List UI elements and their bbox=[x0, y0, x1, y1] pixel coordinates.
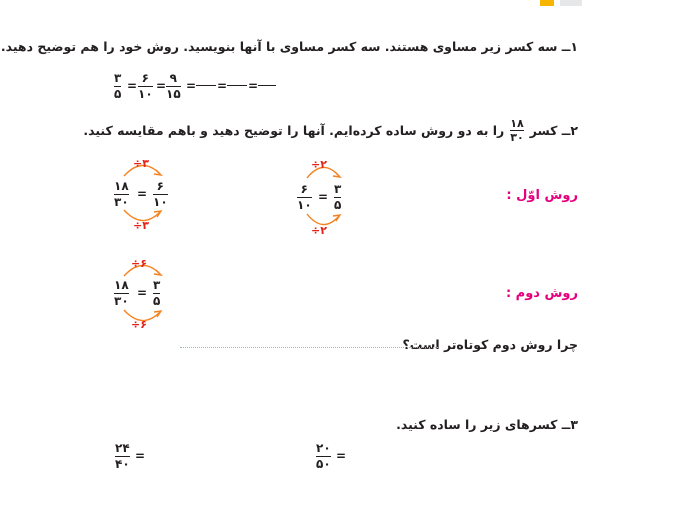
equals-sign: = bbox=[156, 79, 167, 93]
question-2-suffix: را به دو روش ساده کرده‌ایم. آنها را توضیح دهید و باهم مقایسه کنید. bbox=[83, 123, 505, 139]
method-1-label: روش اوّل : bbox=[506, 188, 578, 203]
fraction bbox=[114, 180, 129, 209]
divide-label: ÷۶ bbox=[131, 257, 147, 270]
fraction bbox=[114, 279, 129, 308]
fraction bbox=[153, 279, 160, 308]
question-2-prefix: ۲ــ کسر bbox=[529, 123, 578, 139]
numerator: ۱۸ bbox=[510, 117, 524, 130]
fraction bbox=[138, 72, 153, 101]
denominator: ۳۰ bbox=[510, 131, 524, 145]
divide-label: ÷۳ bbox=[133, 219, 149, 232]
divide-label: ÷۶ bbox=[131, 318, 147, 331]
fraction bbox=[297, 183, 312, 212]
equals-sign: = bbox=[248, 79, 259, 93]
answer-blank[interactable] bbox=[258, 85, 276, 86]
denominator: ۵۰ bbox=[316, 457, 331, 472]
arrowhead bbox=[333, 172, 340, 177]
fraction bbox=[114, 72, 121, 101]
denominator: ۵ bbox=[114, 87, 122, 102]
fraction bbox=[316, 442, 331, 471]
denominator: ۱۰ bbox=[153, 195, 168, 210]
denominator: ۳۰ bbox=[114, 294, 129, 309]
equals-sign: = bbox=[137, 187, 148, 201]
numerator: ۱۸ bbox=[114, 278, 129, 292]
question-1-text: ۱ــ سه کسر زیر مساوی هستند. سه کسر مساوی با آنها بنویسید. روش خود را هم توضیح دهید. bbox=[0, 39, 578, 54]
divide-label: ÷۲ bbox=[311, 158, 327, 171]
fraction bbox=[334, 183, 341, 212]
equals-sign: = bbox=[336, 449, 347, 463]
numerator: ۱۸ bbox=[114, 179, 129, 193]
denominator: ۱۵ bbox=[166, 87, 181, 102]
denominator: ۳۰ bbox=[114, 195, 129, 210]
fraction bbox=[166, 72, 181, 101]
numerator: ۳ bbox=[153, 278, 161, 292]
numerator: ۳ bbox=[114, 71, 122, 85]
numerator: ۶ bbox=[156, 179, 164, 193]
denominator: ۵ bbox=[153, 294, 161, 309]
fraction bbox=[153, 180, 168, 209]
denominator: ۱۰ bbox=[297, 198, 312, 213]
why-question: چرا روش دوم کوتاه‌تر است؟ bbox=[402, 337, 578, 352]
equals-sign: = bbox=[135, 449, 146, 463]
denominator: ۴۰ bbox=[115, 457, 130, 472]
answer-blank[interactable] bbox=[196, 85, 216, 86]
equals-sign: = bbox=[137, 286, 148, 300]
numerator: ۶ bbox=[141, 71, 149, 85]
question-2-text bbox=[83, 118, 578, 143]
divide-label: ÷۲ bbox=[311, 224, 327, 237]
divide-label: ÷۳ bbox=[133, 157, 149, 170]
numerator: ۲۰ bbox=[316, 441, 331, 455]
numerator: ۳ bbox=[334, 182, 342, 196]
numerator: ۶ bbox=[300, 182, 308, 196]
header-decoration bbox=[540, 0, 554, 6]
fraction bbox=[115, 442, 130, 471]
equals-sign: = bbox=[217, 79, 228, 93]
method-2-label: روش دوم : bbox=[505, 286, 578, 301]
equals-sign: = bbox=[127, 79, 138, 93]
answer-blank[interactable] bbox=[227, 85, 247, 86]
header-decoration bbox=[560, 0, 582, 6]
numerator: ۲۴ bbox=[115, 441, 130, 455]
equals-sign: = bbox=[186, 79, 197, 93]
fraction bbox=[510, 118, 523, 143]
numerator: ۹ bbox=[169, 71, 177, 85]
question-3-text: ۳ــ کسرهای زیر را ساده کنید. bbox=[396, 417, 578, 432]
equals-sign: = bbox=[318, 190, 329, 204]
denominator: ۱۰ bbox=[138, 87, 153, 102]
denominator: ۵ bbox=[334, 198, 342, 213]
answer-line[interactable] bbox=[180, 347, 438, 348]
